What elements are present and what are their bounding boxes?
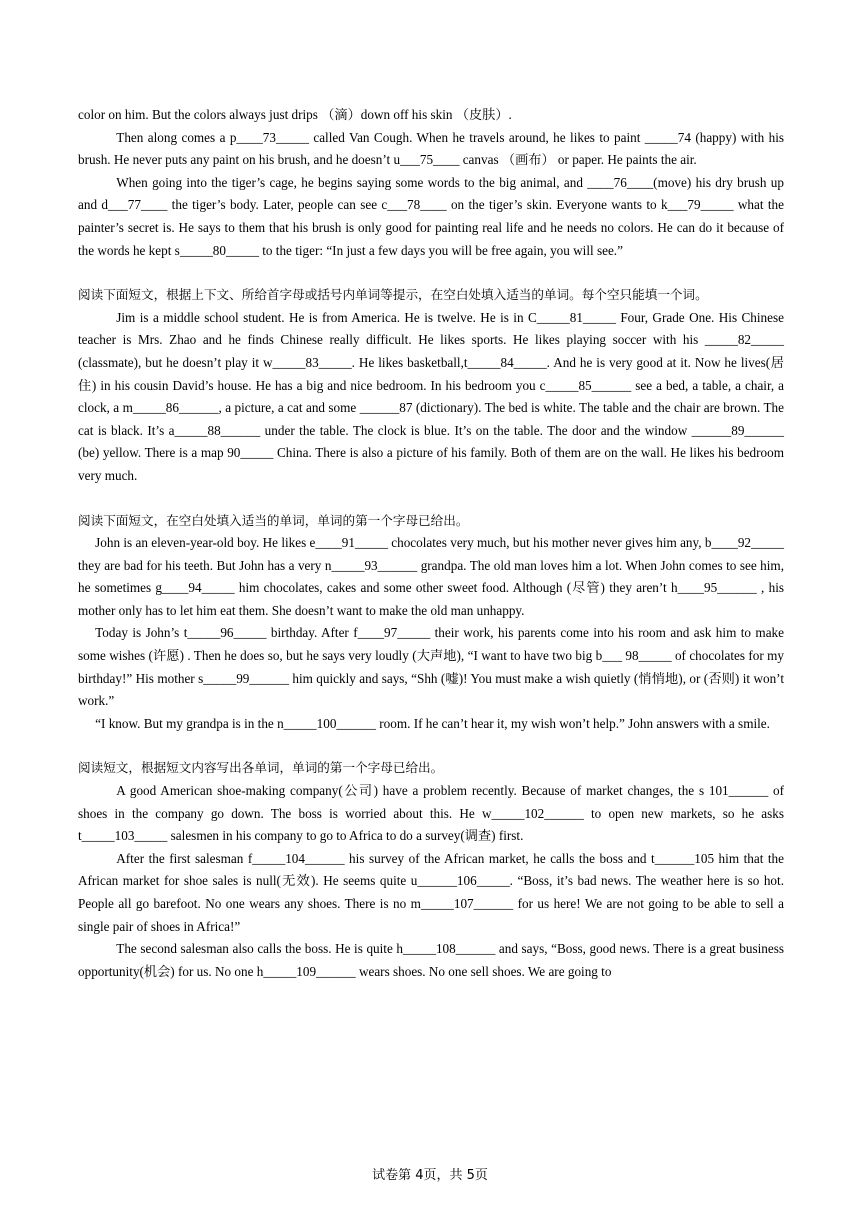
instruction: 阅读短文，根据短文内容写出各单词，单词的第一个字母已给出。 bbox=[78, 760, 444, 776]
paragraph: John is an eleven-year-old boy. He likes e____91_____ chocolates very much, but his mother never gives him any, b____92_____ they are bad for his teeth. But John has a very n_____93______ grandpa. The old man loves him a lot. When John comes to see him, he sometimes g____94_____ him chocolates, cakes and some other sweet food. Although (尽管) they aren’t h____95______ , his mother only has to let him eat them. She doesn’t want to make the old man unhappy. bbox=[78, 535, 784, 618]
instruction: 阅读下面短文，根据上下文、所给首字母或括号内单词等提示，在空白处填入适当的单词。每个空只能填一个词。 bbox=[78, 287, 708, 303]
paragraph: “I know. But my grandpa is in the n_____100______ room. If he can’t hear it, my wish won’t help.” John answers with a smile. bbox=[95, 715, 770, 731]
document-page bbox=[78, 104, 784, 983]
paragraph: After the first salesman f_____104______ his survey of the African market, he calls the boss and t______105 him that the African market for shoe sales is null(无效). He seems quite u______106_____. “Boss, it’s bad news. The weather here is so hot. People all go barefoot. No one wears any shoes. There is no m_____107______ for us here! We are not going to be able to sell a single pair of shoes in Africa!” bbox=[78, 850, 784, 934]
paragraph: The second salesman also calls the boss. He is quite h_____108______ and says, “Boss, good news. There is a great business opportunity(机会) for us. No one h_____109______ wears shoes. No one sell shoes. We are going to bbox=[78, 941, 784, 979]
passage-shoes bbox=[78, 757, 784, 983]
passage-painter bbox=[78, 104, 784, 262]
paragraph: Today is John’s t_____96_____ birthday. After f____97_____ their work, his parents come into his room and ask him to make some wishes (许愿) . Then he does so, but he says very loudly (大声地), “I want to have two big b___ 98_____ of chocolates for my birthday!” His mother s_____99______ him quickly and says, “Shh (嘘)! You must make a wish quietly (悄悄地), or (否则) it won’t work.” bbox=[78, 625, 784, 709]
instruction: 阅读下面短文，在空白处填入适当的单词，单词的第一个字母已给出。 bbox=[78, 512, 469, 528]
passage-john bbox=[78, 510, 784, 736]
paragraph: color on him. But the colors always just drips （滴）down off his skin （皮肤）. bbox=[78, 107, 512, 122]
paragraph: A good American shoe-making company(公司) have a problem recently. Because of market changes, the s 101______ of shoes in the company go down. The boss is worried about this. He w_____102______ to open new markets, so he asks t_____103_____ salesmen in his company to go to Africa to do a survey(调查) first. bbox=[78, 783, 784, 844]
page-footer: 试卷第 4页，共 5页 bbox=[372, 1168, 488, 1183]
paragraph: Then along comes a p____73_____ called Van Cough. When he travels around, he likes to paint _____74 (happy) with his brush. He never puts any paint on his brush, and he doesn’t u___75____ canvas （画布） or paper. He paints the air. bbox=[78, 129, 784, 168]
paragraph: Jim is a middle school student. He is from America. He is twelve. He is in C_____81_____ Four, Grade One. His Chinese teacher is Mrs. Zhao and he finds Chinese really difficult. He likes sports. He likes playing soccer with his _____82_____ (classmate), but he doesn’t play it w_____83_____. He likes basketball,t_____84_____. And he is very good at it. Now he lives(居住) in his cousin David’s house. He has a big and nice bedroom. In his bedroom you c_____85______ see a bed, a table, a chair, a clock, a m_____86______, a picture, a cat and some ______87 (dictionary). The bed is white. The table and the chair are brown. The cat is black. It’s a_____88______ under the table. The clock is blue. It’s on the table. The door and the window ______89______ (be) yellow. There is a map 90_____ China. There is also a picture of his family. Both of them are on the wall. He likes his bedroom very much. bbox=[78, 309, 784, 483]
passage-jim bbox=[78, 284, 784, 487]
paragraph: When going into the tiger’s cage, he begins saying some words to the big animal, and ____76____(move) his dry brush up and d___77____ the tiger’s body. Later, people can see c___78____ on the tiger’s skin. Everyone wants to k___79_____ what the painter’s secret is. He says to them that his brush is only good for painting real life and he needs no colors. He can do it because of the words he kept s_____80_____ to the tiger: “In just a few days you will be free again, you will see.” bbox=[78, 174, 784, 258]
